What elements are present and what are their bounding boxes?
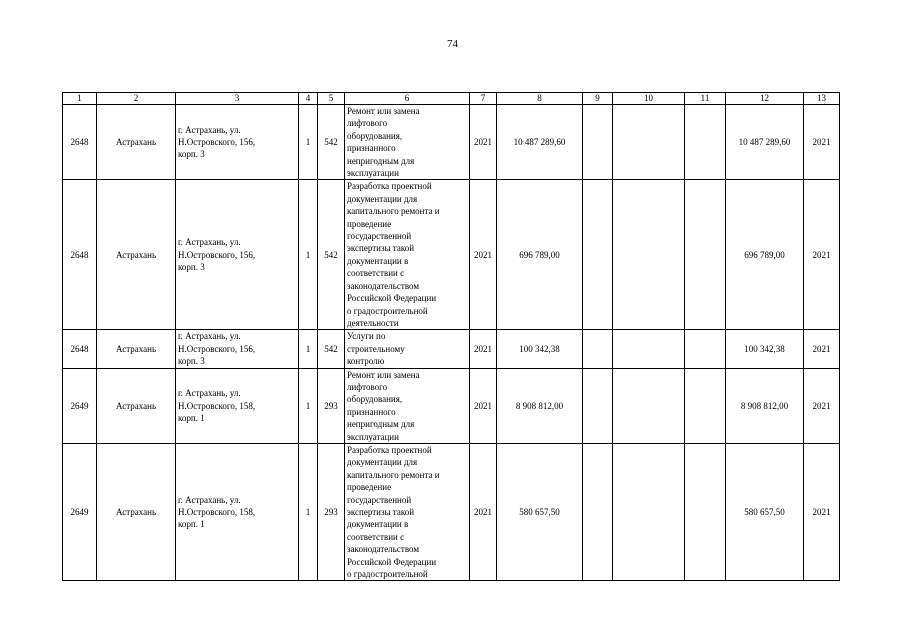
- column-header: 9: [583, 93, 613, 105]
- end-year-cell: 2021: [804, 180, 840, 330]
- address-line: Н.Островского, 156,: [178, 249, 256, 260]
- col4-cell: 1: [299, 443, 318, 580]
- col11-cell: [685, 330, 726, 368]
- col10-cell: [613, 180, 685, 330]
- address-line: г. Астрахань, ул.: [178, 331, 241, 342]
- work-line: документации для: [347, 193, 418, 204]
- city-cell: Астрахань: [97, 443, 176, 580]
- work-line: Ремонт или замена: [347, 369, 420, 380]
- work-line: лифтового: [347, 118, 388, 129]
- total-cell: 580 657,50: [726, 443, 804, 580]
- address-line: Н.Островского, 156,: [178, 137, 256, 148]
- col10-cell: [613, 330, 685, 368]
- year-cell: 2021: [470, 443, 497, 580]
- col5-cell: 293: [318, 443, 345, 580]
- register-table: [62, 92, 840, 581]
- work-line: Услуги по: [347, 331, 386, 342]
- work-line: проведение: [347, 482, 392, 493]
- address-line: г. Астрахань, ул.: [178, 494, 241, 505]
- work-line: лифтового: [347, 381, 388, 392]
- col4-cell: 1: [299, 180, 318, 330]
- work-line: оборудования,: [347, 394, 403, 405]
- row-id-cell: 2648: [63, 180, 97, 330]
- address-line: г. Астрахань, ул.: [178, 388, 241, 399]
- column-header: 6: [345, 93, 470, 105]
- work-line: соответствии с: [347, 268, 405, 279]
- address-line: корп. 1: [178, 519, 205, 530]
- row-id-cell: 2649: [63, 443, 97, 580]
- table-row: [63, 443, 840, 580]
- work-line: оборудования,: [347, 130, 403, 141]
- work-line: признанного: [347, 143, 396, 154]
- cost-cell: 696 789,00: [497, 180, 583, 330]
- address-line: корп. 1: [178, 412, 205, 423]
- end-year-cell: 2021: [804, 105, 840, 180]
- address-cell: [176, 368, 299, 443]
- column-header: 5: [318, 93, 345, 105]
- address-line: корп. 3: [178, 149, 205, 160]
- year-cell: 2021: [470, 180, 497, 330]
- work-line: законодательством: [347, 544, 420, 555]
- page-number: 74: [447, 38, 458, 50]
- column-header: 13: [804, 93, 840, 105]
- col4-cell: 1: [299, 330, 318, 368]
- address-line: Н.Островского, 156,: [178, 343, 256, 354]
- work-line: государственной: [347, 494, 412, 505]
- col5-cell: 542: [318, 105, 345, 180]
- work-line: непригодным для: [347, 155, 415, 166]
- work-type-cell: [345, 105, 470, 180]
- address-cell: [176, 105, 299, 180]
- address-cell: [176, 330, 299, 368]
- col11-cell: [685, 180, 726, 330]
- col5-cell: 542: [318, 180, 345, 330]
- work-line: документации в: [347, 519, 409, 530]
- column-header: 8: [497, 93, 583, 105]
- work-line: капитального ремонта и: [347, 206, 440, 217]
- table-row: [63, 368, 840, 443]
- city-cell: Астрахань: [97, 368, 176, 443]
- cost-cell: 100 342,38: [497, 330, 583, 368]
- work-line: проведение: [347, 218, 392, 229]
- year-cell: 2021: [470, 330, 497, 368]
- work-line: Российской Федерации: [347, 556, 437, 567]
- address-line: Н.Островского, 158,: [178, 400, 256, 411]
- work-line: о градостроительной: [347, 569, 428, 580]
- table-row: [63, 105, 840, 180]
- address-line: г. Астрахань, ул.: [178, 237, 241, 248]
- col5-cell: 293: [318, 368, 345, 443]
- end-year-cell: 2021: [804, 443, 840, 580]
- work-line: эксплуатации: [347, 168, 399, 179]
- column-number-header: [63, 93, 840, 105]
- col9-cell: [583, 443, 613, 580]
- work-line: эксплуатации: [347, 431, 399, 442]
- city-cell: Астрахань: [97, 180, 176, 330]
- work-line: экспертизы такой: [347, 507, 415, 517]
- col4-cell: 1: [299, 105, 318, 180]
- column-header: 7: [470, 93, 497, 105]
- work-line: строительному: [347, 343, 405, 354]
- work-line: контролю: [347, 356, 385, 367]
- cost-cell: 8 908 812,00: [497, 368, 583, 443]
- work-type-cell: [345, 443, 470, 580]
- work-line: Российской Федерации: [347, 293, 437, 304]
- work-line: соответствии с: [347, 531, 405, 542]
- col9-cell: [583, 180, 613, 330]
- work-line: экспертизы такой: [347, 243, 415, 254]
- year-cell: 2021: [470, 368, 497, 443]
- work-line: капитального ремонта и: [347, 469, 440, 480]
- total-cell: 696 789,00: [726, 180, 804, 330]
- total-cell: 100 342,38: [726, 330, 804, 368]
- column-header: 2: [97, 93, 176, 105]
- col4-cell: 1: [299, 368, 318, 443]
- column-header: 1: [63, 93, 97, 105]
- work-line: Ремонт или замена: [347, 106, 420, 116]
- cost-cell: 580 657,50: [497, 443, 583, 580]
- table-row: [63, 180, 840, 330]
- row-id-cell: 2648: [63, 330, 97, 368]
- total-cell: 10 487 289,60: [726, 105, 804, 180]
- column-header: 12: [726, 93, 804, 105]
- column-header: 11: [685, 93, 726, 105]
- col10-cell: [613, 105, 685, 180]
- column-header: 4: [299, 93, 318, 105]
- address-line: корп. 3: [178, 356, 205, 367]
- col11-cell: [685, 368, 726, 443]
- col10-cell: [613, 443, 685, 580]
- column-header: 10: [613, 93, 685, 105]
- row-id-cell: 2648: [63, 105, 97, 180]
- work-line: Разработка проектной: [347, 444, 432, 455]
- column-header: 3: [176, 93, 299, 105]
- col9-cell: [583, 368, 613, 443]
- work-line: документации для: [347, 457, 418, 468]
- end-year-cell: 2021: [804, 368, 840, 443]
- col11-cell: [685, 443, 726, 580]
- work-type-cell: [345, 180, 470, 330]
- work-type-cell: [345, 368, 470, 443]
- work-line: государственной: [347, 231, 412, 242]
- address-line: г. Астрахань, ул.: [178, 124, 241, 135]
- address-cell: [176, 180, 299, 330]
- col9-cell: [583, 105, 613, 180]
- cost-cell: 10 487 289,60: [497, 105, 583, 180]
- col9-cell: [583, 330, 613, 368]
- table-row: [63, 330, 840, 368]
- work-line: Разработка проектной: [347, 181, 432, 192]
- address-line: Н.Островского, 158,: [178, 507, 256, 517]
- work-line: непригодным для: [347, 419, 415, 430]
- work-line: законодательством: [347, 280, 420, 291]
- end-year-cell: 2021: [804, 330, 840, 368]
- col5-cell: 542: [318, 330, 345, 368]
- address-cell: [176, 443, 299, 580]
- row-id-cell: 2649: [63, 368, 97, 443]
- work-line: документации в: [347, 255, 409, 266]
- city-cell: Астрахань: [97, 105, 176, 180]
- work-line: деятельности: [347, 317, 399, 328]
- year-cell: 2021: [470, 105, 497, 180]
- work-type-cell: [345, 330, 470, 368]
- address-line: корп. 3: [178, 262, 205, 273]
- work-line: о градостроительной: [347, 305, 428, 316]
- city-cell: Астрахань: [97, 330, 176, 368]
- col11-cell: [685, 105, 726, 180]
- col10-cell: [613, 368, 685, 443]
- work-line: признанного: [347, 406, 396, 417]
- total-cell: 8 908 812,00: [726, 368, 804, 443]
